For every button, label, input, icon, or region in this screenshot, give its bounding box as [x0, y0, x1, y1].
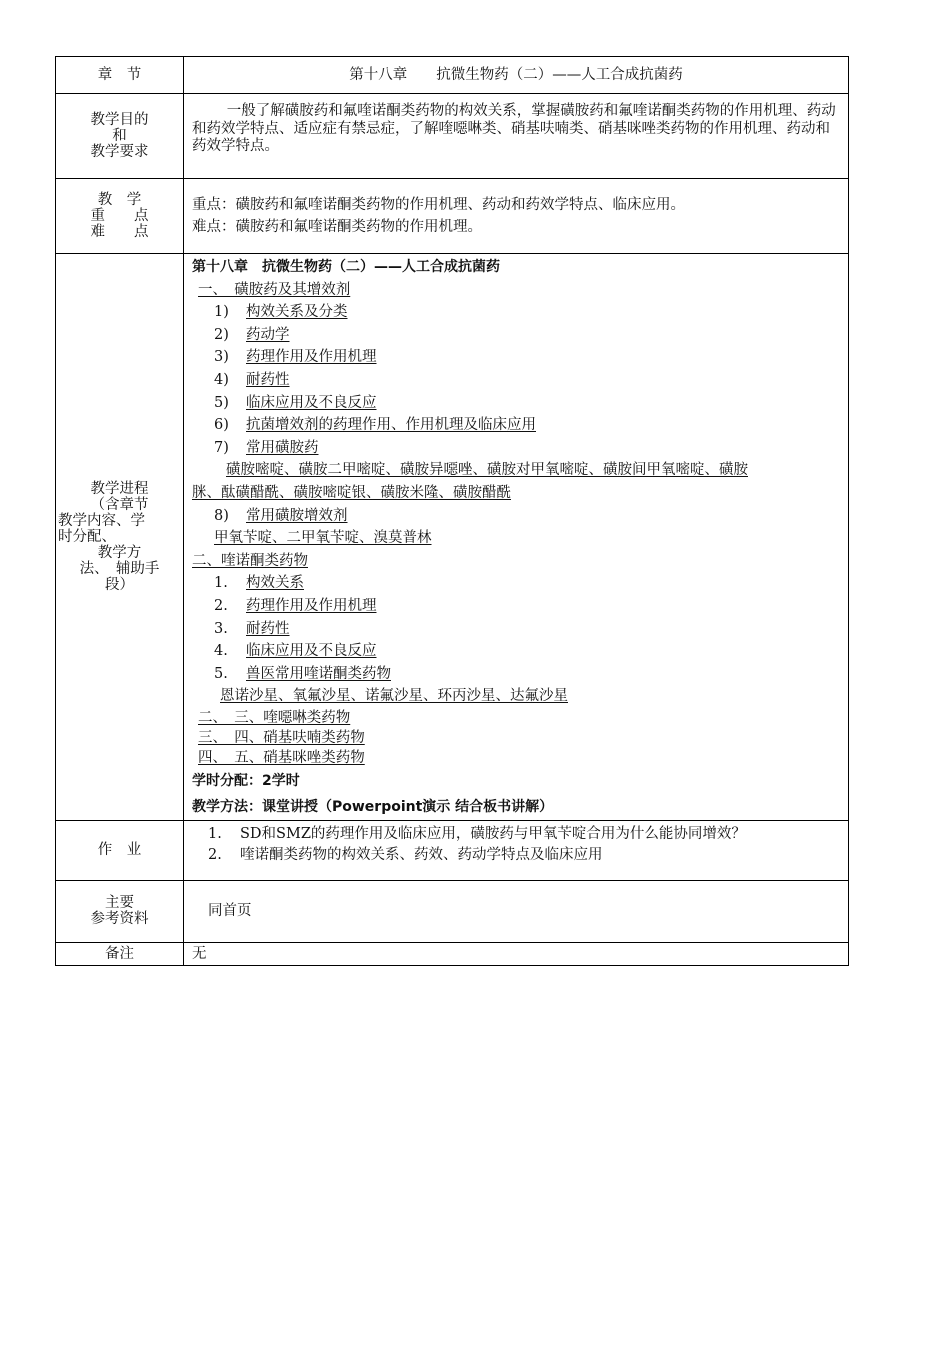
references-label: [56, 880, 184, 942]
sulfa-drug-list-cont: 脒、酞磺醋酰、磺胺嘧啶银、磺胺米隆、磺胺醋酰: [192, 484, 511, 501]
item-number: 3): [214, 349, 229, 366]
section-1-item: [192, 392, 840, 415]
item-number: 3.: [214, 620, 228, 637]
keypoints-label: [56, 179, 184, 254]
synergist-list: 甲氧苄啶、二甲氧苄啶、溴莫普林: [214, 530, 432, 547]
section-5-title: 四、 五、硝基咪唑类药物: [198, 749, 365, 766]
keypoints-label-line: 教 学: [97, 192, 142, 208]
item-text: 药动学: [246, 326, 290, 343]
process-chapter-title: 第十八章 抗微生物药（二）——人工合成抗菌药: [192, 259, 500, 275]
item-text: 常用磺胺增效剂: [246, 507, 348, 524]
section-3-title: 二、 三、喹噁啉类药物: [198, 709, 351, 726]
chapter-label: 章 节: [56, 57, 184, 94]
item-text: 耐药性: [246, 620, 290, 637]
item-number: 1): [214, 304, 229, 321]
item-text: 药理作用及作用机理: [246, 597, 377, 614]
item-text: SD和SMZ的药理作用及临床应用，磺胺药与甲氧苄啶合用为什么能协同增效？: [240, 825, 746, 842]
homework-cell: [184, 820, 849, 880]
item-text: 药理作用及作用机理: [246, 349, 377, 366]
item-number: 2): [214, 326, 229, 343]
section-2-item: [192, 595, 840, 618]
key-difficulty: 难点：磺胺药和氟喹诺酮类药物的作用机理。: [192, 219, 482, 235]
references-row: [56, 880, 849, 942]
section-1-item: [192, 301, 840, 324]
item-text: 喹诺酮类药物的构效关系、药效、药动学特点及临床应用: [240, 846, 603, 863]
objectives-label-line: 和: [112, 128, 127, 144]
process-label: [56, 254, 184, 821]
item-number: 2.: [208, 846, 222, 863]
homework-label: 作 业: [56, 820, 184, 880]
notes-text: 无: [184, 942, 849, 965]
objectives-label-line: 教学目的: [90, 112, 149, 128]
item-text: 临床应用及不良反应: [246, 643, 377, 660]
item-number: 5.: [214, 665, 228, 682]
item-number: 4): [214, 371, 229, 388]
process-label-line: 法、 辅助手: [79, 560, 160, 577]
process-label-line: 教学方: [97, 544, 142, 561]
section-2-item: [192, 618, 840, 641]
references-label-line: 参考资料: [90, 911, 149, 928]
section-1-title: 一、 磺胺药及其增效剂: [198, 281, 351, 298]
section-1-item: [192, 437, 840, 460]
item-number: 5): [214, 394, 229, 411]
keypoints-cell: [184, 179, 849, 254]
keypoints-label-line: 重 点: [90, 208, 149, 224]
item-number: 8): [214, 507, 229, 524]
item-text: 耐药性: [246, 371, 290, 388]
homework-row: [56, 820, 849, 880]
item-number: 4.: [214, 643, 228, 660]
objectives-text: 一般了解磺胺药和氟喹诺酮类药物的构效关系，掌握磺胺药和氟喹诺酮类药物的作用机理、药动和药效学特点、适应症有禁忌症，了解喹噁啉类、硝基呋喃类、硝基咪唑类药物的作用机理、药动和药效学特点。: [192, 103, 836, 154]
sulfa-drug-list: 磺胺嘧啶、磺胺二甲嘧啶、磺胺异噁唑、磺胺对甲氧嘧啶、磺胺间甲氧嘧啶、磺胺: [226, 462, 748, 479]
item-text: 构效关系: [246, 575, 304, 592]
objectives-label-line: 教学要求: [90, 144, 149, 160]
item-number: 1.: [208, 825, 222, 842]
item-text: 抗菌增效剂的药理作用、作用机理及临床应用: [246, 417, 536, 434]
lesson-plan-table: [55, 56, 849, 966]
item-text: 临床应用及不良反应: [246, 394, 377, 411]
chapter-row: [56, 57, 849, 94]
process-label-line: 教学进程: [90, 480, 149, 497]
section-1-item: [192, 505, 840, 528]
process-label-line: 时分配、: [58, 528, 116, 545]
section-1-item: [192, 369, 840, 392]
section-2-title: 二、喹诺酮类药物: [192, 552, 308, 569]
homework-item: [192, 845, 840, 866]
objectives-label: [56, 94, 184, 179]
section-1-item: [192, 346, 840, 369]
teaching-method: 教学方法：课堂讲授（Powerpoint演示 结合板书讲解）: [192, 798, 554, 815]
process-cell: [184, 254, 849, 821]
section-4-title: 三、 四、硝基呋喃类药物: [198, 729, 365, 746]
section-2-item: [192, 640, 840, 663]
notes-label: 备注: [56, 942, 184, 965]
key-focus: 重点：磺胺药和氟喹诺酮类药物的作用机理、药动和药效学特点、临床应用。: [192, 197, 685, 213]
chapter-title: 第十八章 抗微生物药（二）——人工合成抗菌药: [184, 57, 849, 94]
keypoints-row: [56, 179, 849, 254]
homework-item: [192, 824, 840, 845]
item-number: 6): [214, 417, 229, 434]
section-2-item: [192, 572, 840, 595]
objectives-cell: [184, 94, 849, 179]
keypoints-label-line: 难 点: [90, 224, 149, 240]
item-number: 2.: [214, 597, 228, 614]
objectives-row: [56, 94, 849, 179]
process-label-line: （含章节: [90, 496, 149, 513]
section-1-item: [192, 414, 840, 437]
references-text: 同首页: [184, 880, 849, 942]
item-text: 构效关系及分类: [246, 304, 348, 321]
process-label-line: 教学内容、学: [58, 512, 145, 529]
hours-allocation: 学时分配：2学时: [192, 772, 300, 789]
item-number: 1.: [214, 575, 228, 592]
quinolone-list: 恩诺沙星、氧氟沙星、诺氟沙星、环丙沙星、达氟沙星: [220, 688, 568, 705]
item-number: 7): [214, 439, 229, 456]
process-row: [56, 254, 849, 821]
section-1-item: [192, 324, 840, 347]
process-label-line: 段）: [105, 576, 134, 593]
section-2-item: [192, 663, 840, 686]
notes-row: [56, 942, 849, 965]
references-label-line: 主要: [105, 895, 134, 912]
item-text: 常用磺胺药: [246, 439, 319, 456]
item-text: 兽医常用喹诺酮类药物: [246, 665, 391, 682]
